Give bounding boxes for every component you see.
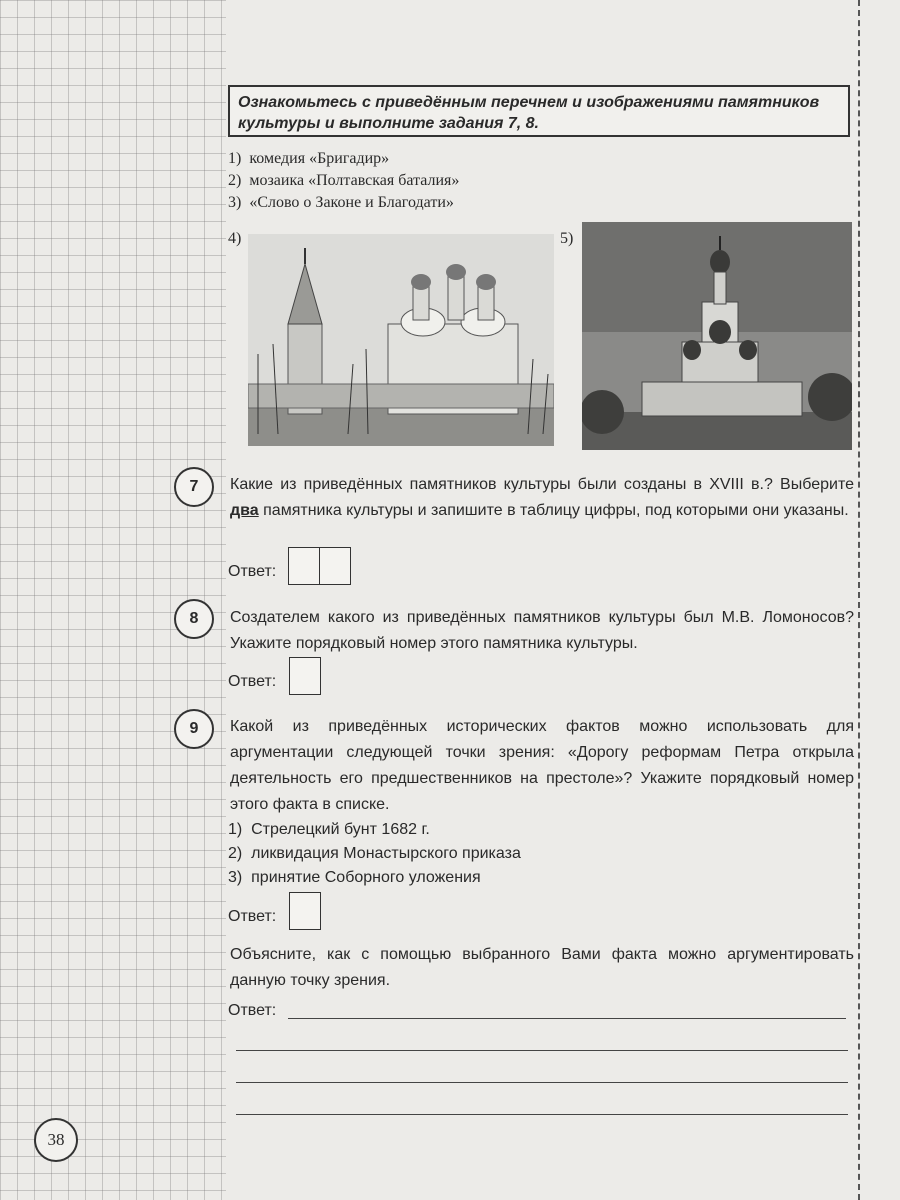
answer-line-1[interactable] xyxy=(288,1018,846,1019)
instruction-box xyxy=(228,85,850,137)
instruction-line-2: культуры и выполните задания 7, 8. xyxy=(238,115,539,132)
answer-cell-8[interactable] xyxy=(289,657,321,695)
answer-line-4[interactable] xyxy=(236,1114,848,1115)
answer-line-3[interactable] xyxy=(236,1082,848,1083)
question-number-9: 9 xyxy=(174,709,214,749)
answer-label-8: Ответ: xyxy=(228,673,277,690)
photo-label-5: 5) xyxy=(560,230,574,247)
page-number: 38 xyxy=(34,1118,78,1162)
list-item: 2) ликвидация Монастырского приказа xyxy=(228,845,521,862)
list-item: 3) принятие Соборного уложения xyxy=(228,869,481,886)
question-9-explain: Объясните, как с помощью выбранного Вами факта можно аргументировать данную точку зрения. xyxy=(230,946,854,989)
instruction-line-1: Ознакомьтесь с приведённым перечнем и изображениями памятников xyxy=(238,94,820,111)
question-8-text: Создателем какого из приведённых памятников культуры был М.В. Ломоносов? Укажите порядковый номер этого памятника культуры. xyxy=(230,609,854,652)
list-item: 3) «Слово о Законе и Благодати» xyxy=(228,194,454,211)
list-item: 1) комедия «Бригадир» xyxy=(228,150,390,167)
answer-cell-7-1[interactable] xyxy=(288,547,320,585)
answer-cell-7-2[interactable] xyxy=(319,547,351,585)
answer-line-2[interactable] xyxy=(236,1050,848,1051)
question-number-7: 7 xyxy=(174,467,214,507)
question-9-text: Какой из приведённых исторических фактов можно использовать для аргументации следующей точки зрения: «Дорогу реформам Петра открыла деятельность его предшественников на престоле»? Укажите порядковый номер этого факта в списке. xyxy=(230,718,854,813)
answer-label-7: Ответ: xyxy=(228,563,277,580)
photo-label-4: 4) xyxy=(228,230,242,247)
photo-church-4 xyxy=(248,234,554,446)
photo-church-5 xyxy=(582,222,852,450)
answer-cell-9[interactable] xyxy=(289,892,321,930)
question-7-text: Какие из приведённых памятников культуры были созданы в XVIII в.? Выберите два памятника культуры и запишите в таблицу цифры, под которыми они указаны. xyxy=(230,476,854,519)
list-item: 1) Стрелецкий бунт 1682 г. xyxy=(228,821,430,838)
answer-label-9-explain: Ответ: xyxy=(228,1002,277,1019)
fact-list xyxy=(228,818,521,890)
question-number-8: 8 xyxy=(174,599,214,639)
answer-label-9: Ответ: xyxy=(228,908,277,925)
list-item: 2) мозаика «Полтавская баталия» xyxy=(228,172,460,189)
cut-line xyxy=(858,0,860,1200)
monument-list xyxy=(228,148,459,214)
